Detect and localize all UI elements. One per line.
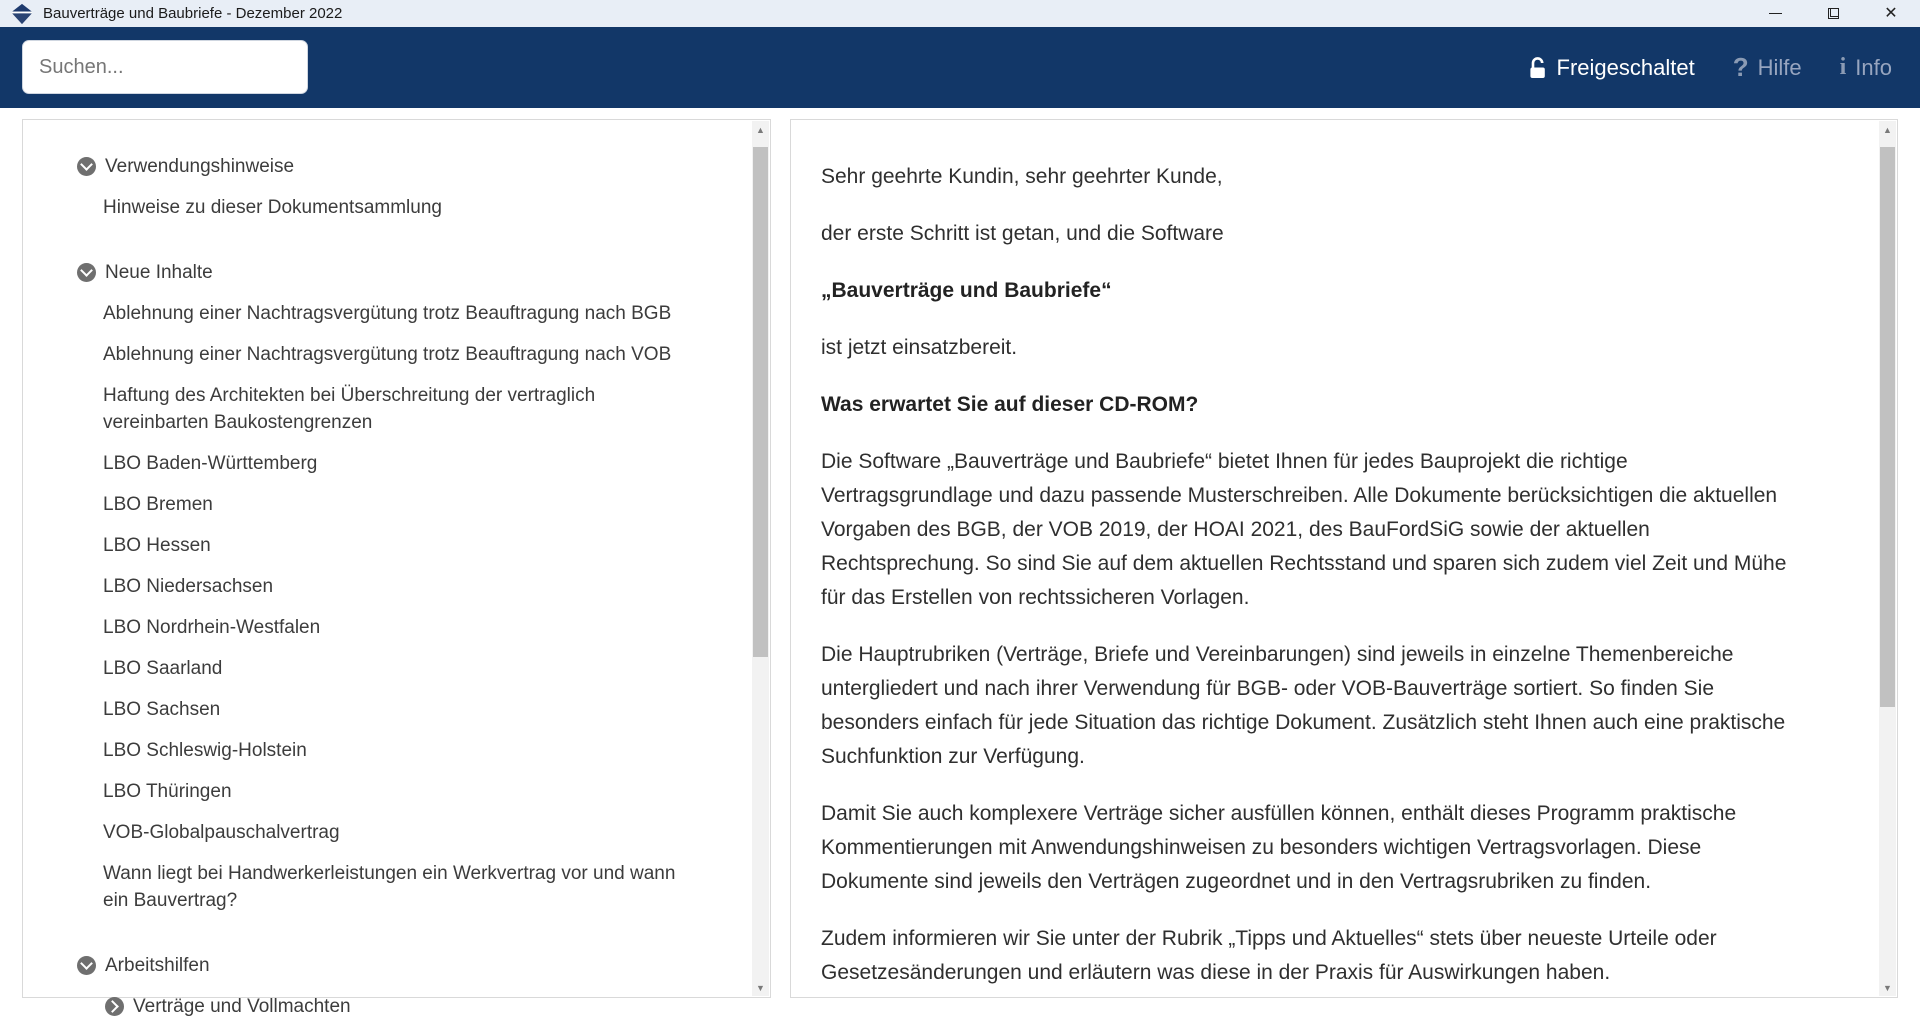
minimize-button[interactable] bbox=[1746, 0, 1804, 27]
sidebar-item-ablehnung-bgb[interactable] bbox=[23, 293, 730, 334]
sidebar-item-label: LBO Thüringen bbox=[103, 781, 232, 802]
scroll-up-icon[interactable]: ▲ bbox=[756, 124, 765, 135]
sidebar-item-label: LBO Baden-Württemberg bbox=[103, 453, 318, 474]
content-paragraph: Die Hauptrubriken (Verträge, Briefe und Vereinbarungen) sind jeweils in einzelne Themenbereiche untergliedert und nach ihrer Verwendung für BGB- oder VOB-Bauverträge sortiert. So finden Sie besonders einfach für jede Situation das richtige Dokument. Zusätzlich steht Ihnen auch eine praktische Suchfunktion zur Verfügung. bbox=[821, 643, 1786, 768]
close-button[interactable] bbox=[1862, 0, 1920, 27]
sidebar-item-label: LBO Bremen bbox=[103, 494, 213, 515]
document-content bbox=[791, 120, 1897, 997]
scrollbar-thumb[interactable] bbox=[1880, 147, 1895, 707]
document-pane bbox=[790, 119, 1898, 998]
scrollbar-thumb[interactable] bbox=[753, 147, 768, 657]
info-button[interactable] bbox=[1840, 54, 1892, 81]
sidebar-group-verwendungshinweise[interactable] bbox=[23, 146, 730, 187]
right-pane-scrollbar[interactable] bbox=[1879, 121, 1896, 996]
navigation-pane bbox=[22, 119, 771, 1017]
scroll-down-icon[interactable]: ▼ bbox=[1883, 982, 1892, 993]
scroll-up-icon[interactable]: ▲ bbox=[1883, 124, 1892, 135]
sidebar-item-label: LBO Hessen bbox=[103, 535, 211, 556]
minimize-icon bbox=[1769, 13, 1782, 14]
window-title: Bauverträge und Baubriefe - Dezember 2022 bbox=[43, 5, 343, 22]
sidebar-item-label: Verträge und Vollmachten bbox=[133, 996, 351, 1017]
sidebar-item-label: Ablehnung einer Nachtragsvergütung trotz Beauftragung nach VOB bbox=[103, 344, 672, 365]
document-tree bbox=[23, 120, 770, 1017]
sidebar-item-ablehnung-vob[interactable] bbox=[23, 334, 730, 375]
sidebar-item-werkvertrag-bauvertrag[interactable] bbox=[23, 853, 730, 921]
sidebar-item-label: LBO Schleswig-Holstein bbox=[103, 740, 307, 761]
chevron-down-circle-icon bbox=[77, 263, 96, 282]
sidebar-item-lbo-thueringen[interactable] bbox=[23, 771, 730, 812]
sidebar-item-label: Ablehnung einer Nachtragsvergütung trotz Beauftragung nach BGB bbox=[103, 303, 672, 324]
sidebar-item-label: Hinweise zu dieser Dokumentsammlung bbox=[103, 197, 442, 218]
search-input[interactable] bbox=[22, 40, 308, 94]
sidebar-item-lbo-nordrhein-westfalen[interactable] bbox=[23, 607, 730, 648]
content-paragraph: Die Software „Bauverträge und Baubriefe“ bietet Ihnen für jedes Bauprojekt die richtige Vertragsgrundlage und dazu passende Musterschreiben. Alle Dokumente berücksichtigen die aktuellen Vorgaben des BGB, der VOB 2019, der HOAI 2021, des BauFordSiG sowie der aktuellen Rechtsprechung. So sind Sie auf dem aktuellen Rechtsstand und sparen sich zudem viel Zeit und Mühe für das Erstellen von rechtssicheren Vorlagen. bbox=[821, 450, 1787, 609]
scroll-down-icon[interactable]: ▼ bbox=[756, 982, 765, 993]
sidebar-item-label: Arbeitshilfen bbox=[105, 955, 210, 976]
chevron-down-circle-icon bbox=[77, 956, 96, 975]
sidebar-item-lbo-baden-wuerttemberg[interactable] bbox=[23, 443, 730, 484]
content-paragraph: Zudem informieren wir Sie unter der Rubrik „Tipps und Aktuelles“ stets über neueste Urteile oder Gesetzesänderungen und erläutern was diese in der Praxis für Auswirkungen haben. bbox=[821, 927, 1717, 984]
sidebar-item-label: Neue Inhalte bbox=[105, 262, 213, 283]
sidebar-item-lbo-saarland[interactable] bbox=[23, 648, 730, 689]
sidebar-item-label: LBO Saarland bbox=[103, 658, 223, 679]
restore-button[interactable] bbox=[1804, 0, 1862, 27]
chevron-down-circle-icon bbox=[77, 157, 96, 176]
content-paragraph: ist jetzt einsatzbereit. bbox=[821, 336, 1018, 359]
sidebar-item-label: Wann liegt bei Handwerkerleistungen ein Werkvertrag vor und wann ein Bauvertrag? bbox=[103, 863, 676, 911]
sidebar-item-label: VOB-Globalpauschalvertrag bbox=[103, 822, 340, 843]
restore-icon bbox=[1828, 8, 1839, 19]
license-status[interactable] bbox=[1527, 55, 1695, 81]
content-paragraph: der erste Schritt ist getan, und die Software bbox=[821, 222, 1224, 245]
title-bar bbox=[0, 0, 1920, 27]
info-label: Info bbox=[1855, 54, 1892, 80]
close-icon: ✕ bbox=[1884, 4, 1898, 22]
sidebar-item-vob-globalpauschalvertrag[interactable] bbox=[23, 812, 730, 853]
license-label: Freigeschaltet bbox=[1556, 54, 1695, 80]
sidebar-item-label: LBO Sachsen bbox=[103, 699, 221, 720]
help-icon: ? bbox=[1732, 52, 1749, 82]
sidebar-subgroup-vertraege-vollmachten[interactable] bbox=[23, 986, 730, 1027]
sidebar-item-label: Haftung des Architekten bei Überschreitung der vertraglich vereinbarten Baukostengrenzen bbox=[103, 385, 596, 433]
content-heading: „Bauverträge und Baubriefe“ bbox=[821, 279, 1112, 302]
header-right-group bbox=[1527, 27, 1892, 108]
help-label: Hilfe bbox=[1757, 54, 1802, 80]
sidebar-item-hinweise[interactable] bbox=[23, 187, 730, 228]
left-pane-scrollbar[interactable] bbox=[752, 121, 769, 996]
sidebar-item-lbo-niedersachsen[interactable] bbox=[23, 566, 730, 607]
sidebar-group-neue-inhalte[interactable] bbox=[23, 252, 730, 293]
sidebar-item-label: LBO Niedersachsen bbox=[103, 576, 274, 597]
sidebar-group-arbeitshilfen[interactable] bbox=[23, 945, 730, 986]
help-button[interactable] bbox=[1733, 52, 1802, 83]
sidebar-item-lbo-schleswig-holstein[interactable] bbox=[23, 730, 730, 771]
content-paragraph: Damit Sie auch komplexere Verträge sicher ausfüllen können, enthält dieses Programm praktische Kommentierungen mit Anwendungshinweisen zu besonders wichtigen Vertragsvorlagen. Diese Dokumente sind jeweils den Verträgen zugeordnet und in den Vertragsrubriken zu finden. bbox=[821, 802, 1737, 893]
app-logo-icon bbox=[11, 3, 33, 25]
unlock-icon bbox=[1527, 56, 1548, 79]
info-icon: i bbox=[1839, 54, 1847, 80]
window-controls bbox=[1746, 0, 1920, 27]
sidebar-item-label: LBO Nordrhein-Westfalen bbox=[103, 617, 321, 638]
sidebar-item-haftung-architekt[interactable] bbox=[23, 375, 730, 443]
content-heading: Was erwartet Sie auf dieser CD-ROM? bbox=[821, 393, 1199, 416]
sidebar-item-lbo-bremen[interactable] bbox=[23, 484, 730, 525]
chevron-right-circle-icon bbox=[105, 997, 124, 1016]
content-paragraph: Sehr geehrte Kundin, sehr geehrter Kunde, bbox=[821, 165, 1223, 188]
sidebar-item-label: Verwendungshinweise bbox=[105, 156, 295, 177]
sidebar-item-lbo-sachsen[interactable] bbox=[23, 689, 730, 730]
sidebar-item-lbo-hessen[interactable] bbox=[23, 525, 730, 566]
app-header bbox=[0, 27, 1920, 108]
